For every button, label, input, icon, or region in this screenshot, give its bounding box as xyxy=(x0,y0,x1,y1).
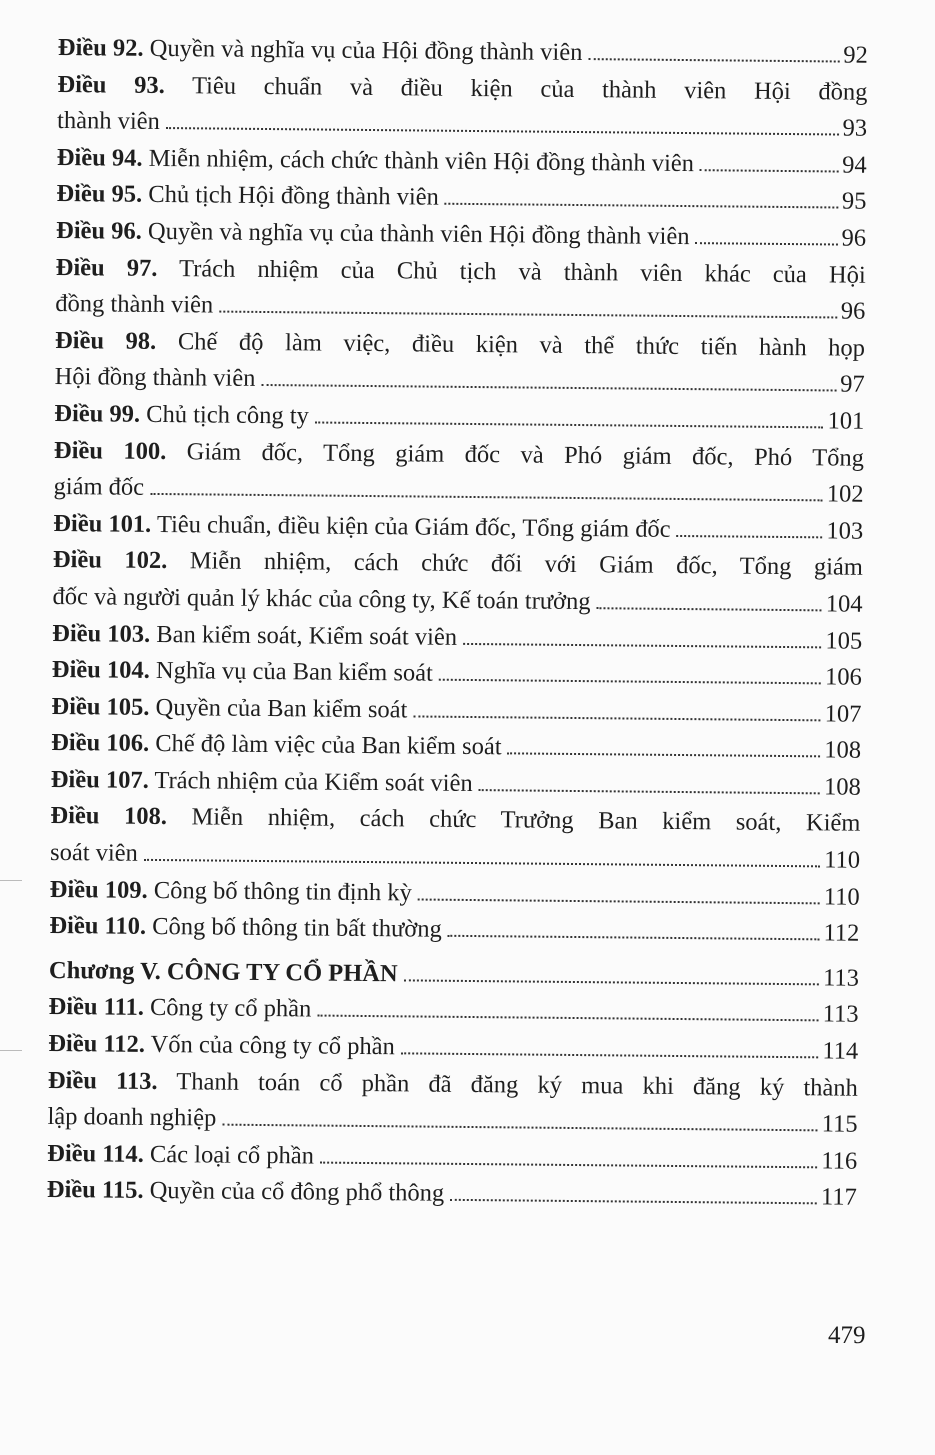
entry-text xyxy=(47,1136,314,1175)
article-title-cont: đốc và người quản lý khác của công ty, Kế toán trưởng xyxy=(52,582,591,616)
entry-text xyxy=(48,1026,395,1066)
toc-entry xyxy=(47,1172,857,1216)
dot-leader xyxy=(261,384,836,392)
article-title: Nghĩa vụ của Ban kiểm soát xyxy=(155,657,434,687)
article-title-cont: lập doanh nghiệp xyxy=(47,1103,217,1132)
article-number: Điều 114. xyxy=(47,1139,144,1168)
page-ref: 106 xyxy=(824,663,862,691)
page-ref: 96 xyxy=(840,297,866,325)
article-title-cont: Hội đồng thành viên xyxy=(54,363,256,393)
entry-line xyxy=(47,1172,857,1216)
page-ref: 116 xyxy=(821,1147,858,1175)
entry-text xyxy=(57,140,695,183)
article-number: Điều 104. xyxy=(51,656,150,685)
article-number: Điều 112. xyxy=(48,1029,146,1058)
entry-text xyxy=(56,176,439,216)
entry-text xyxy=(50,872,412,912)
page-ref: 117 xyxy=(820,1183,857,1212)
entry-text xyxy=(52,615,457,655)
article-number: Điều 113. xyxy=(47,1066,158,1095)
dot-leader xyxy=(677,535,823,538)
article-number: Điều 100. xyxy=(53,436,167,465)
article-number: Điều 95. xyxy=(56,180,143,209)
dot-leader xyxy=(439,679,821,685)
article-number: Điều 96. xyxy=(55,216,142,245)
article-number: Điều 92. xyxy=(57,33,144,62)
article-title: Chủ tịch Hội đồng thành viên xyxy=(148,181,439,212)
page-ref: 107 xyxy=(824,700,862,728)
article-title: Quyền của Ban kiểm soát xyxy=(155,693,408,724)
page-ref: 92 xyxy=(843,41,868,69)
page-ref: 110 xyxy=(823,883,860,911)
article-title: Giám đốc, Tổng giám đốc và Phó giám đốc, Phó Tổng xyxy=(186,437,865,472)
article-title: Tiêu chuẩn và điều kiện của thành viên Hội đồng xyxy=(191,71,868,106)
article-number: Điều 99. xyxy=(54,399,141,428)
article-title: Vốn của công ty cổ phần xyxy=(150,1030,395,1061)
article-title: Quyền và nghĩa vụ của thành viên Hội đồng thành viên xyxy=(147,217,690,251)
dot-leader xyxy=(450,1199,817,1205)
article-title: Công ty cổ phần xyxy=(149,994,312,1023)
article-number: Điều 94. xyxy=(56,143,143,172)
entry-text xyxy=(49,908,442,948)
dot-leader xyxy=(222,1124,817,1132)
dot-leader xyxy=(404,979,820,985)
dot-leader xyxy=(219,311,837,319)
article-title: Chủ tịch công ty xyxy=(146,400,309,430)
article-number: Điều 106. xyxy=(51,729,150,758)
dot-leader xyxy=(463,642,821,647)
article-title-cont: thành viên xyxy=(56,107,161,136)
dot-leader xyxy=(144,859,820,867)
article-number: Điều 103. xyxy=(52,619,151,648)
dot-leader xyxy=(588,58,839,62)
article-number: Điều 105. xyxy=(51,692,150,721)
page-ref: 97 xyxy=(840,370,865,399)
article-title: Quyền và nghĩa vụ của Hội đồng thành viên xyxy=(149,34,583,67)
toc-entry xyxy=(49,908,859,952)
article-title: Miễn nhiệm, cách chức đối với Giám đốc, Tổng giám xyxy=(189,547,864,582)
toc-entry xyxy=(50,798,861,879)
article-title: Quyền của cổ đông phổ thông xyxy=(149,1177,445,1208)
article-title: Ban kiểm soát, Kiểm soát viên xyxy=(156,620,458,651)
article-number: Điều 109. xyxy=(49,875,148,904)
dot-leader xyxy=(508,753,821,758)
page-ref: 113 xyxy=(822,964,860,992)
entry-text xyxy=(56,213,690,256)
article-title: Các loại cổ phần xyxy=(149,1140,315,1170)
edge-mark xyxy=(0,880,22,881)
article-title-cont: soát viên xyxy=(49,839,139,867)
dot-leader xyxy=(445,203,838,209)
article-title-cont: đồng thành viên xyxy=(55,290,214,319)
article-title-cont: giám đốc xyxy=(53,473,145,501)
article-title: Miễn nhiệm, cách chức Trưởng Ban kiểm soát, Kiểm xyxy=(191,803,861,838)
edge-mark xyxy=(0,1050,22,1051)
dot-leader xyxy=(166,127,839,135)
page-number: 479 xyxy=(828,1322,866,1349)
page-ref: 96 xyxy=(841,224,867,252)
page-ref: 108 xyxy=(824,736,862,765)
page-ref: 115 xyxy=(821,1110,858,1138)
page-ref: 103 xyxy=(826,517,864,545)
page-ref: 114 xyxy=(822,1037,859,1065)
article-title: Trách nhiệm của Kiểm soát viên xyxy=(154,766,473,797)
page-ref: 108 xyxy=(823,773,861,801)
dot-leader xyxy=(413,715,820,721)
article-title: Chế độ làm việc, điều kiện và thể thức tiến hành họp xyxy=(177,327,866,362)
dot-leader xyxy=(418,898,820,904)
article-title: Trách nhiệm của Chủ tịch và thành viên khác của Hội xyxy=(178,254,866,289)
entry-text xyxy=(52,652,433,692)
chapter-title: Chương V. CÔNG TY CỔ PHẦN xyxy=(48,956,398,988)
page-ref: 105 xyxy=(825,626,863,655)
page-ref: 112 xyxy=(823,919,860,947)
page-ref: 94 xyxy=(842,151,867,179)
page-ref: 110 xyxy=(824,846,861,874)
article-number: Điều 107. xyxy=(50,765,149,794)
entry-text xyxy=(53,506,671,549)
toc-entry xyxy=(57,67,868,148)
page-ref: 102 xyxy=(826,480,864,508)
dot-leader xyxy=(315,421,824,428)
article-title: Tiêu chuẩn, điều kiện của Giám đốc, Tổng giám đốc xyxy=(156,510,671,543)
toc-entry xyxy=(54,323,865,404)
entry-text xyxy=(51,725,502,766)
article-number: Điều 108. xyxy=(50,802,168,831)
entry-text xyxy=(54,396,309,435)
page-ref: 113 xyxy=(822,1000,859,1029)
entry-text xyxy=(51,689,407,729)
article-number: Điều 97. xyxy=(55,253,158,282)
dot-leader xyxy=(317,1015,818,1022)
entry-text xyxy=(51,762,473,803)
dot-leader xyxy=(596,607,821,611)
dot-leader xyxy=(695,242,837,245)
toc-entry xyxy=(47,1063,858,1144)
entry-line xyxy=(50,798,860,842)
toc-entry xyxy=(53,433,864,514)
page-ref: 93 xyxy=(842,114,868,142)
entry-text xyxy=(48,989,311,1028)
article-title: Chế độ làm việc của Ban kiểm soát xyxy=(155,730,502,761)
dot-leader xyxy=(448,935,820,941)
entry-line xyxy=(49,908,859,952)
article-title: Công bố thông tin định kỳ xyxy=(153,876,412,907)
article-number: Điều 111. xyxy=(48,993,145,1022)
article-title: Công bố thông tin bất thường xyxy=(152,913,442,943)
dot-leader xyxy=(401,1052,819,1058)
article-title: Thanh toán cổ phần đã đăng ký mua khi đăng ký thành xyxy=(176,1067,859,1102)
dot-leader xyxy=(700,169,838,172)
article-number: Điều 102. xyxy=(52,546,168,575)
entry-text xyxy=(58,30,583,72)
article-title: Miễn nhiệm, cách chức thành viên Hội đồng thành viên xyxy=(148,144,695,177)
article-number: Điều 98. xyxy=(54,326,157,355)
page-ref: 101 xyxy=(827,407,865,435)
article-number: Điều 115. xyxy=(46,1176,144,1205)
toc-entry xyxy=(52,542,863,623)
article-number: Điều 110. xyxy=(49,912,147,941)
page-ref: 104 xyxy=(825,590,863,618)
dot-leader xyxy=(150,493,823,501)
entry-text xyxy=(47,1172,445,1212)
dot-leader xyxy=(479,789,820,794)
article-number: Điều 101. xyxy=(53,509,152,538)
article-number: Điều 93. xyxy=(57,70,165,99)
dot-leader xyxy=(320,1161,817,1168)
page-ref: 95 xyxy=(841,187,867,216)
table-of-contents xyxy=(47,30,868,1217)
toc-entry xyxy=(55,250,866,331)
